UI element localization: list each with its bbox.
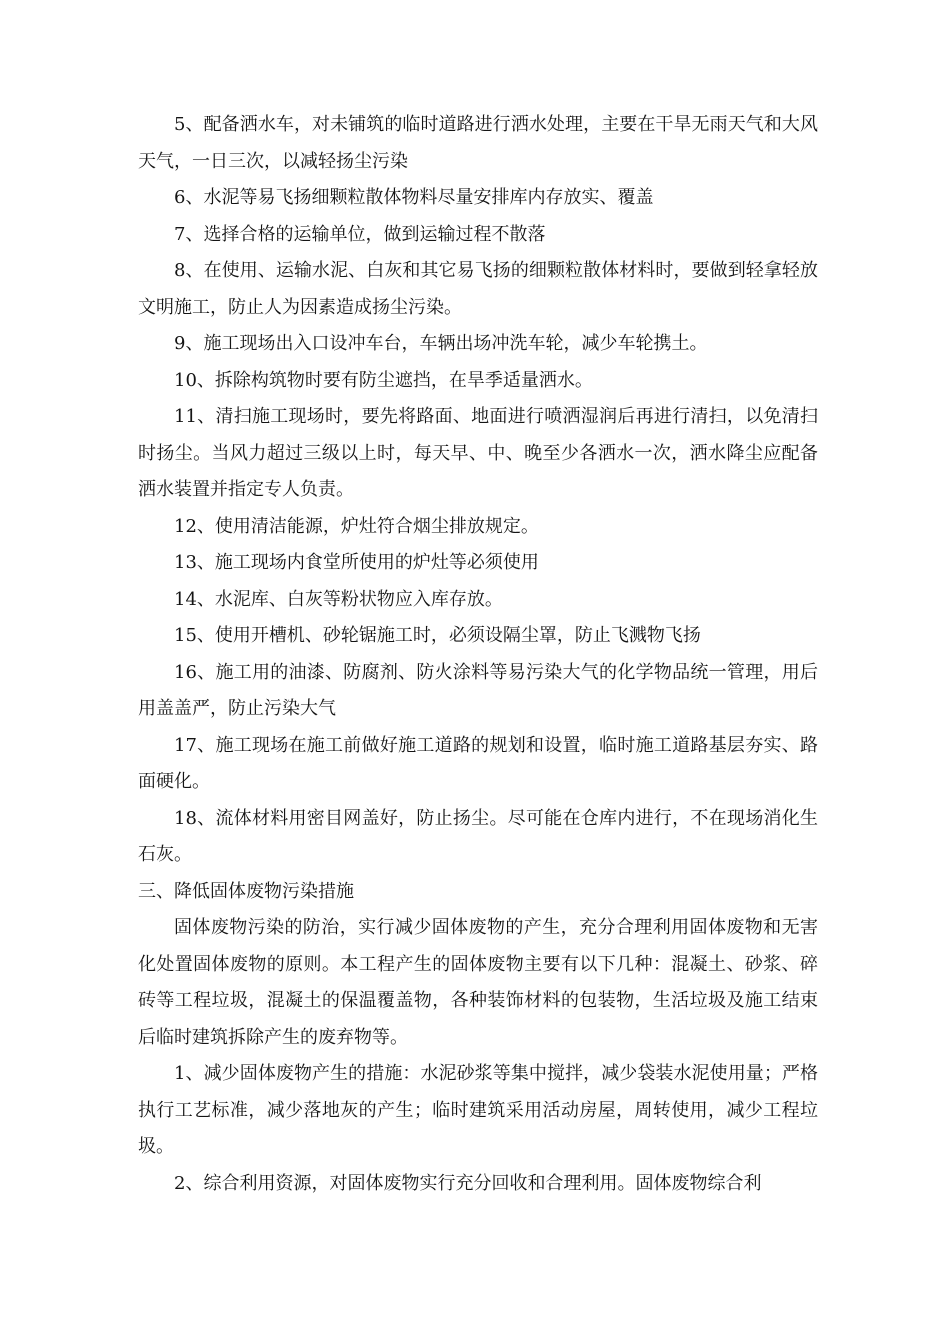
paragraph-item-10: 10、拆除构筑物时要有防尘遮挡，在旱季适量洒水。 <box>174 369 593 391</box>
paragraph-item-13: 13、施工现场内食堂所使用的炉灶等必须使用 <box>174 552 539 573</box>
paragraph-item-16: 16、施工用的油漆、防腐剂、防火涂料等易污染大气的化学物品统一管理，用后用盖盖严，防止污染大气 <box>138 661 818 719</box>
paragraph-item-11: 11、清扫施工现场时，要先将路面、地面进行喷洒湿润后再进行清扫，以免清扫时扬尘。当风力超过三级以上时，每天早、中、晚至少各洒水一次，洒水降尘应配备洒水装置并指定专人负责。 <box>138 406 818 500</box>
paragraph-item-17: 17、施工现场在施工前做好施工道路的规划和设置，临时施工道路基层夯实、路面硬化。 <box>138 734 818 792</box>
section-heading: 三、降低固体废物污染措施 <box>138 880 354 902</box>
paragraph-item-7: 7、选择合格的运输单位，做到运输过程不散落 <box>174 223 546 245</box>
section-intro-paragraph: 固体废物污染的防治，实行减少固体废物的产生，充分合理利用固体废物和无害化处置固体废物的原则。本工程产生的固体废物主要有以下几种：混凝土、砂浆、碎砖等工程垃圾，混凝土的保温覆盖物，各种装饰材料的包装物，生活垃圾及施工结束后临时建筑拆除产生的废弃物等。 <box>138 917 818 1048</box>
paragraph-item-18: 18、流体材料用密目网盖好，防止扬尘。尽可能在仓库内进行，不在现场消化生石灰。 <box>138 807 818 865</box>
paragraph-measure-2: 2、综合利用资源，对固体废物实行充分回收和合理利用。固体废物综合利 <box>174 1172 762 1194</box>
document-body <box>138 107 818 1202</box>
paragraph-item-8: 8、在使用、运输水泥、白灰和其它易飞扬的细颗粒散体材料时，要做到轻拿轻放文明施工，防止人为因素造成扬尘污染。 <box>138 260 818 318</box>
paragraph-measure-1: 1、减少固体废物产生的措施：水泥砂浆等集中搅拌，减少袋装水泥使用量；严格执行工艺标准，减少落地灰的产生；临时建筑采用活动房屋，周转使用，减少工程垃圾。 <box>138 1063 818 1157</box>
paragraph-item-9: 9、施工现场出入口设冲车台，车辆出场冲洗车轮，减少车轮携土。 <box>174 333 708 354</box>
paragraph-item-6: 6、水泥等易飞扬细颗粒散体物料尽量安排库内存放实、覆盖 <box>174 187 654 208</box>
paragraph-item-14: 14、水泥库、白灰等粉状物应入库存放。 <box>174 588 503 610</box>
paragraph-item-5: 5、配备洒水车，对未铺筑的临时道路进行洒水处理，主要在干旱无雨天气和大风天气，一日三次，以减轻扬尘污染 <box>138 114 818 172</box>
paragraph-item-12: 12、使用清洁能源，炉灶符合烟尘排放规定。 <box>174 515 539 537</box>
paragraph-item-15: 15、使用开槽机、砂轮锯施工时，必须设隔尘罩，防止飞溅物飞扬 <box>174 625 701 646</box>
